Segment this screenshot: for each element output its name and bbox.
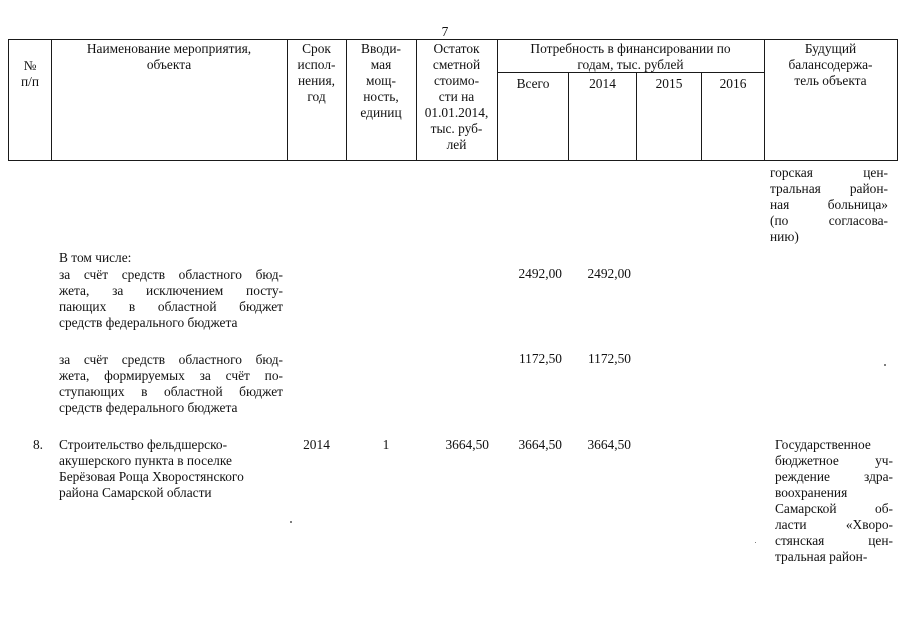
incl-row1-2014: 2492,00 [587, 266, 631, 281]
scan-speck [884, 364, 886, 366]
row8-holder-line-6: ласти «Хворо- [775, 517, 893, 532]
cont-holder-line-3: ная больница» [770, 197, 888, 212]
row8-name-line-3: Берёзовая Роща Хворостянского [59, 469, 244, 484]
header-remainder-line-2: сметной [432, 57, 481, 72]
header-need-line-2: годам, тыс. рублей [577, 57, 684, 72]
header-term-line-1: Срок [302, 41, 331, 56]
header-capacity-line-5: единиц [360, 105, 402, 120]
header-capacity-line-2: мая [370, 57, 392, 72]
incl-row1-total: 2492,00 [518, 266, 562, 281]
header-holder-line-3: тель объекта [794, 73, 867, 88]
header-capacity-line-4: ность, [363, 89, 399, 104]
row8-remainder: 3664,50 [445, 437, 489, 452]
scan-speck [290, 521, 292, 523]
header-remainder-line-4: сти на [438, 89, 475, 104]
row8-2014: 3664,50 [587, 437, 631, 452]
header-term-line-3: нения, [298, 73, 335, 88]
row8-name-line-2: акушерского пункта в поселке [59, 453, 232, 468]
incl-row2-text-3: ступающих в областной бюджет [59, 384, 283, 399]
header-2016: 2016 [719, 76, 747, 91]
row8-term: 2014 [303, 437, 330, 452]
row8-holder-line-8: тральная район- [775, 549, 868, 564]
incl-row1-text-3: пающих в областной бюджет [59, 299, 283, 314]
header-holder-line-2: балансодержа- [788, 57, 873, 72]
header-capacity-line-1: Вводи- [361, 41, 401, 56]
col-border-right [897, 39, 898, 161]
row8-holder-line-2: бюджетное уч- [775, 453, 893, 468]
cont-holder-line-4: (по согласова- [770, 213, 888, 228]
header-remainder-line-6: тыс. руб- [430, 121, 483, 136]
header-name-line-1: Наименование мероприятия, [86, 41, 252, 56]
incl-row1-text-2: жета, за исключением посту- [59, 283, 283, 298]
header-remainder-line-5: 01.01.2014, [424, 105, 489, 120]
header-remainder-line-1: Остаток [433, 41, 480, 56]
header-remainder-line-3: стоимо- [433, 73, 480, 88]
header-remainder-line-7: лей [446, 137, 467, 152]
row8-capacity: 1 [382, 437, 390, 452]
cont-holder-line-2: тральная район- [770, 181, 888, 196]
incl-row2-2014: 1172,50 [587, 351, 631, 366]
incl-heading: В том числе: [59, 250, 132, 265]
col-border-left [8, 39, 9, 161]
header-2015: 2015 [655, 76, 683, 91]
incl-row2-text-2: жета, формируемых за счёт по- [59, 368, 283, 383]
row8-total: 3664,50 [518, 437, 562, 452]
cont-holder-line-5: нию) [770, 229, 799, 244]
row8-name-line-4: района Самарской области [59, 485, 212, 500]
scan-speck [755, 542, 756, 543]
incl-row1-text-1: за счёт средств областного бюд- [59, 267, 283, 282]
header-2014: 2014 [589, 76, 616, 91]
row8-holder-line-3: реждение здра- [775, 469, 893, 484]
header-num-line-2: п/п [20, 74, 40, 89]
row8-holder-line-5: Самарской об- [775, 501, 893, 516]
row8-holder-line-7: стянская цен- [775, 533, 893, 548]
incl-row2-total: 1172,50 [518, 351, 562, 366]
header-capacity-line-3: мощ- [366, 73, 396, 88]
row8-holder-line-1: Государственное [775, 437, 871, 452]
incl-row2-text-1: за счёт средств областного бюд- [59, 352, 283, 367]
header-term-line-4: год [307, 89, 326, 104]
row8-name-line-1: Строительство фельдшерско- [59, 437, 228, 452]
row8-holder-line-4: воохранения [775, 485, 848, 500]
row8-num: 8. [32, 437, 43, 452]
header-num-line-1: № [23, 58, 37, 73]
cont-holder-line-1: горская цен- [770, 165, 888, 180]
header-need-line-1: Потребность в финансировании по [530, 41, 731, 56]
incl-row1-text-4: средств федерального бюджета [59, 315, 238, 330]
incl-row2-text-4: средств федерального бюджета [59, 400, 238, 415]
header-total: Всего [516, 76, 550, 91]
header-name-line-2: объекта [146, 57, 192, 72]
header-holder-line-1: Будущий [804, 41, 857, 56]
page-number: 7 [441, 24, 449, 39]
header-term-line-2: испол- [297, 57, 336, 72]
